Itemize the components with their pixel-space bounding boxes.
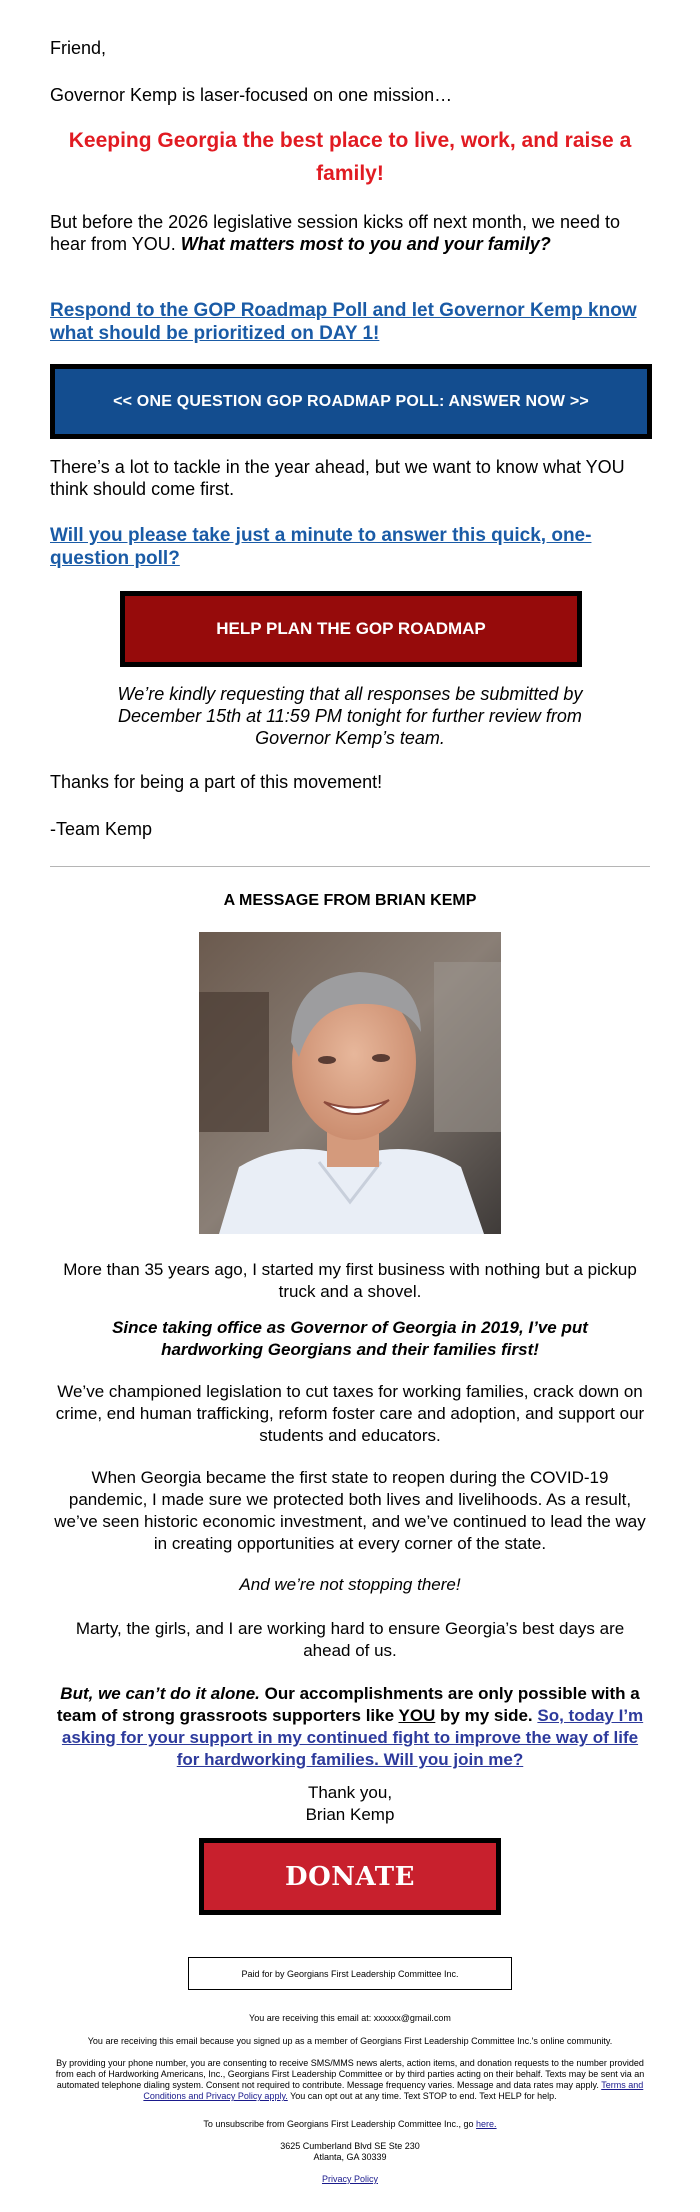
deadline-note xyxy=(85,683,615,749)
bio-paragraph-5 xyxy=(50,1574,650,1596)
tackle-paragraph: There’s a lot to tackle in the year ahead, but we want to know what YOU think should come first. xyxy=(50,457,625,499)
greeting: Friend, xyxy=(50,38,107,58)
sms-consent xyxy=(50,2058,650,2102)
thanks-text: Thanks for being a part of this movement! xyxy=(50,772,383,792)
receiving-email: xxxxxx@gmail.com xyxy=(373,2013,451,2023)
bio-paragraph-7 xyxy=(50,1683,650,1771)
deadline-text: We’re kindly requesting that all responses be submitted by December 15th at 11:59 PM tonight for further review from Governor Kemp’s team. xyxy=(117,684,583,748)
not-stopping-text: And we’re not stopping there! xyxy=(239,1575,461,1594)
session-paragraph xyxy=(50,211,650,255)
session-text: But before the 2026 legislative session kicks off next month, we need to hear from YOU. xyxy=(50,212,621,254)
receiving-line xyxy=(50,2013,650,2024)
signoff: -Team Kemp xyxy=(50,819,153,839)
headline: Keeping Georgia the best place to live, work, and raise a family! xyxy=(68,129,632,185)
unsubscribe-text: To unsubscribe from Georgians First Leadership Committee Inc., go xyxy=(203,2119,477,2129)
bio-paragraph-2 xyxy=(70,1317,630,1361)
join-me-link[interactable]: So, today I’m asking for your support in my continued fight to improve the way of life for hardworking families. Will you join me? xyxy=(61,1706,644,1769)
cant-do-alone: But, we can’t do it alone. xyxy=(60,1684,260,1703)
bio-emphasis: Since taking office as Governor of Georgia in 2019, I’ve put hardworking Georgians and their families first! xyxy=(112,1318,588,1359)
poll-link-paragraph xyxy=(50,300,650,346)
address-line-2: Atlanta, GA 30339 xyxy=(313,2152,387,2162)
poll-link[interactable]: Respond to the GOP Roadmap Poll and let Governor Kemp know what should be prioritized on DAY 1! xyxy=(50,300,637,344)
member-note: You are receiving this email because you signed up as a member of Georgians First Leadership Committee Inc.'s online community. xyxy=(87,2036,613,2046)
unsubscribe-link[interactable]: here. xyxy=(476,2119,497,2129)
paid-for-box: Paid for by Georgians First Leadership Committee Inc. xyxy=(188,1957,512,1990)
terms-link[interactable]: Terms and Conditions and Privacy Policy apply. xyxy=(143,2080,644,2101)
sms-tail: You can opt out at any time. Text STOP to end. Text HELP for help. xyxy=(287,2091,557,2101)
unsubscribe-line xyxy=(50,2119,650,2130)
sms-text: By providing your phone number, you are consenting to receive SMS/MMS news alerts, action items, and donation requests to the number provided from each of Hardworking Americans, Inc., Georgians First Leadership Committee or by third parties acting on their behalf. Texts may be sent via an automated telephone dialing system. Consent not required to contribute. Message frequency varies. Message and data rates may apply. xyxy=(55,2058,645,2090)
bio-paragraph-1: More than 35 years ago, I started my first business with nothing but a pickup truck and a shovel. xyxy=(63,1260,637,1301)
portrait-illustration xyxy=(199,932,501,1234)
by-my-side-text: by my side. xyxy=(435,1706,538,1725)
receiving-label: You are receiving this email at: xyxy=(249,2013,374,2023)
intro-text: Governor Kemp is laser-focused on one mission… xyxy=(50,85,453,105)
bio-paragraph-3: We’ve championed legislation to cut taxes for working families, crack down on crime, end human trafficking, reform foster care and adoption, and support our students and educators. xyxy=(55,1382,645,1445)
privacy-link[interactable]: Privacy Policy xyxy=(321,2174,378,2184)
you-emphasis: YOU xyxy=(398,1706,436,1725)
donate-button[interactable]: DONATE xyxy=(199,1838,501,1915)
accomplishments-text: Our accomplishments are only possible with a team of strong grassroots supporters like xyxy=(56,1684,640,1725)
address-line-1: 3625 Cumberland Blvd SE Ste 230 xyxy=(280,2141,420,2151)
bio-paragraph-4: When Georgia became the first state to reopen during the COVID-19 pandemic, I made sure we protected both lives and livelihoods. As a result, we’ve seen historic economic investment, and we’ve continued to lead the way in creating opportunities at every corner of the state. xyxy=(54,1468,646,1553)
kemp-portrait xyxy=(199,932,501,1234)
privacy-line xyxy=(50,2174,650,2185)
bio-paragraph-6: Marty, the girls, and I are working hard to ensure Georgia’s best days are ahead of us. xyxy=(75,1619,625,1660)
closing-thanks: Thank you, xyxy=(307,1783,393,1802)
divider xyxy=(50,866,650,867)
poll-button[interactable]: << ONE QUESTION GOP ROADMAP POLL: ANSWER NOW >> xyxy=(50,364,652,439)
closing-name: Brian Kemp xyxy=(305,1805,395,1824)
session-question: What matters most to you and your family? xyxy=(180,234,551,254)
quick-poll-link[interactable]: Will you please take just a minute to answer this quick, one-question poll? xyxy=(50,525,592,569)
message-heading: A MESSAGE FROM BRIAN KEMP xyxy=(223,892,477,909)
minute-link-paragraph xyxy=(50,525,650,571)
roadmap-button[interactable]: HELP PLAN THE GOP ROADMAP xyxy=(120,591,582,667)
